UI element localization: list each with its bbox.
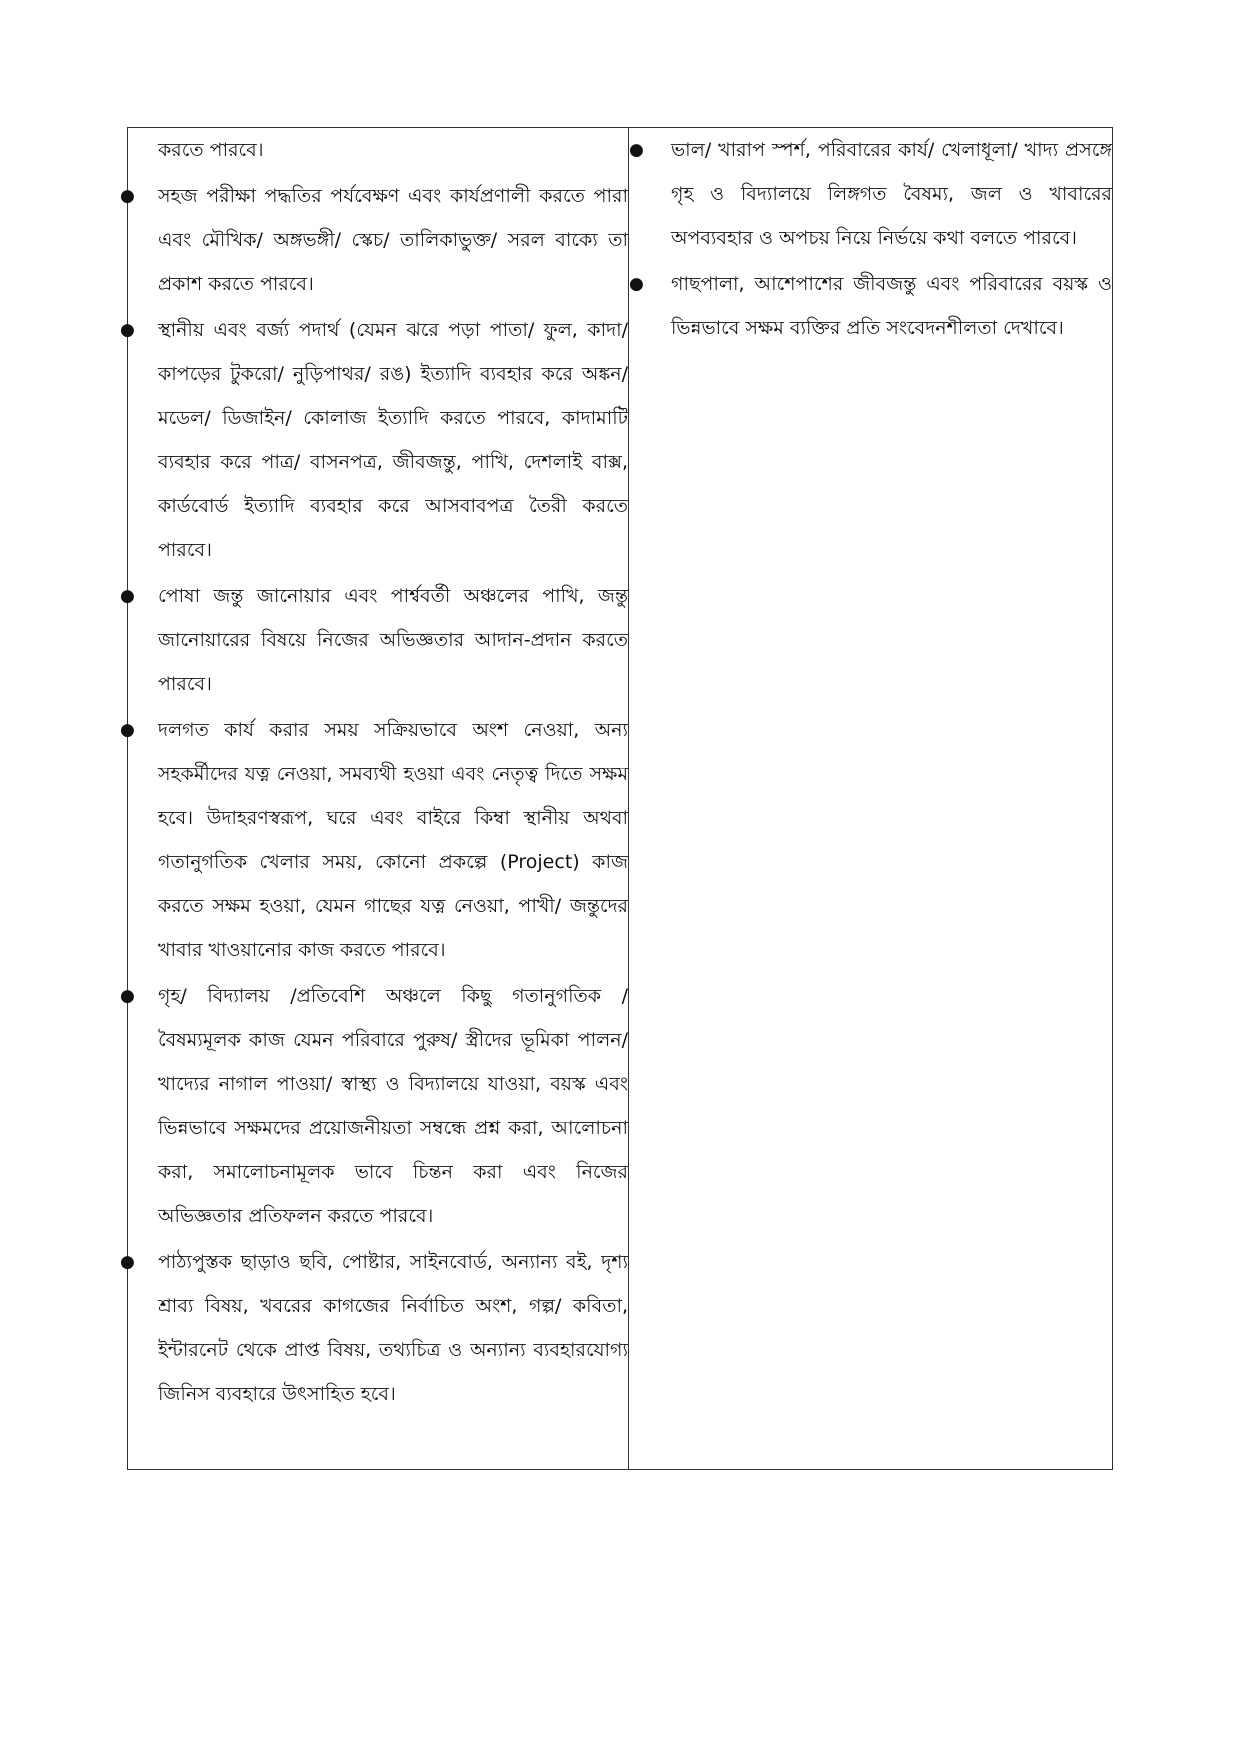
bullet-icon: ●	[120, 320, 135, 340]
list-item	[120, 574, 628, 706]
list-item	[629, 262, 1112, 350]
list-item-text: দলগত কার্য করার সময় সক্রিয়ভাবে অংশ নেওয়া, অন্য সহকর্মীদের যত্ন নেওয়া, সমব্যথী হওয়া এবং নেতৃত্ব দিতে সক্ষম হবে। উদাহরণস্বরূপ, ঘরে এবং বাইরে কিম্বা স্থানীয় অথবা গতানুগতিক খেলার সময়, কোনো প্রকল্পে (Project) কাজ করতে সক্ষম হওয়া, যেমন গাছের যত্ন নেওয়া, পাখী/ জন্তুদের খাবার খাওয়ানোর কাজ করতে পারবে।	[158, 719, 628, 961]
list-item-text: পোষা জন্তু জানোয়ার এবং পার্শ্ববর্তী অঞ্চলের পাখি, জন্তু জানোয়ারের বিষয়ে নিজের অভিজ্ঞতার আদান-প্রদান করতে পারবে।	[158, 585, 628, 695]
left-column-cell	[120, 128, 629, 1470]
list-item-text: পাঠ্যপুস্তক ছাড়াও ছবি, পোষ্টার, সাইনবোর্ড, অন্যান্য বই, দৃশ্য শ্রাব্য বিষয়, খবরের কাগজের নির্বাচিত অংশ, গল্প/ কবিতা, ইন্টারনেট থেকে প্রাপ্ত বিষয়, তথ্যচিত্র ও অন্যান্য ব্যবহারযোগ্য জিনিস ব্যবহারে উৎসাহিত হবে।	[158, 1251, 628, 1405]
list-item	[120, 174, 628, 306]
list-item-text: সহজ পরীক্ষা পদ্ধতির পর্যবেক্ষণ এবং কার্যপ্রণালী করতে পারা এবং মৌখিক/ অঙ্গভঙ্গী/ স্কেচ/ তালিকাভুক্ত/ সরল বাক্যে তা প্রকাশ করতে পারবে।	[158, 185, 628, 295]
bullet-icon: ●	[120, 586, 135, 606]
list-item	[629, 128, 1112, 260]
list-item	[120, 308, 628, 572]
bullet-icon: ●	[120, 986, 135, 1006]
right-column-cell	[629, 128, 1113, 1470]
bullet-icon: ●	[120, 720, 135, 740]
list-item	[120, 708, 628, 972]
list-item	[120, 974, 628, 1238]
continuation-text: করতে পারবে।	[158, 139, 264, 161]
left-bullet-list	[120, 174, 628, 1416]
list-item-text: গাছপালা, আশেপাশের জীবজন্তু এবং পরিবারের বয়স্ক ও ভিন্নভাবে সক্ষম ব্যক্তির প্রতি সংবেদনশীলতা দেখাবে।	[671, 273, 1112, 339]
list-item-text: গৃহ/ বিদ্যালয় /প্রতিবেশি অঞ্চলে কিছু গতানুগতিক / বৈষম্যমূলক কাজ যেমন পরিবারে পুরুষ/ স্ত্রীদের ভূমিকা পালন/ খাদ্যের নাগাল পাওয়া/ স্বাস্থ্য ও বিদ্যালয়ে যাওয়া, বয়স্ক এবং ভিন্নভাবে সক্ষমদের প্রয়োজনীয়তা সম্বন্ধে প্রশ্ন করা, আলোচনা করা, সমালোচনামূলক ভাবে চিন্তন করা এবং নিজের অভিজ্ঞতার প্রতিফলন করতে পারবে।	[158, 985, 628, 1227]
list-item-text: ভাল/ খারাপ স্পর্শ, পরিবারের কার্য/ খেলাধূলা/ খাদ্য প্রসঙ্গে গৃহ ও বিদ্যালয়ে লিঙ্গগত বৈষম্য, জল ও খাবারের অপব্যবহার ও অপচয় নিয়ে নির্ভয়ে কথা বলতে পারবে।	[671, 139, 1112, 249]
outcomes-table	[120, 127, 1113, 1470]
bullet-icon: ●	[629, 140, 644, 160]
list-item	[120, 1240, 628, 1416]
bullet-icon: ●	[120, 1252, 135, 1272]
bullet-icon: ●	[629, 274, 644, 294]
table-row	[128, 128, 1113, 1470]
right-bullet-list	[629, 128, 1112, 350]
list-item-text: স্থানীয় এবং বর্জ্য পদার্থ (যেমন ঝরে পড়া পাতা/ ফুল, কাদা/ কাপড়ের টুকরো/ নুড়িপাথর/ রঙ) ইত্যাদি ব্যবহার করে অঙ্কন/ মডেল/ ডিজাইন/ কোলাজ ইত্যাদি করতে পারবে, কাদামাটি ব্যবহার করে পাত্র/ বাসনপত্র, জীবজন্তু, পাখি, দেশলাই বাক্স, কার্ডবোর্ড ইত্যাদি ব্যবহার করে আসবাবপত্র তৈরী করতে পারবে।	[158, 319, 628, 561]
bullet-icon: ●	[120, 186, 135, 206]
